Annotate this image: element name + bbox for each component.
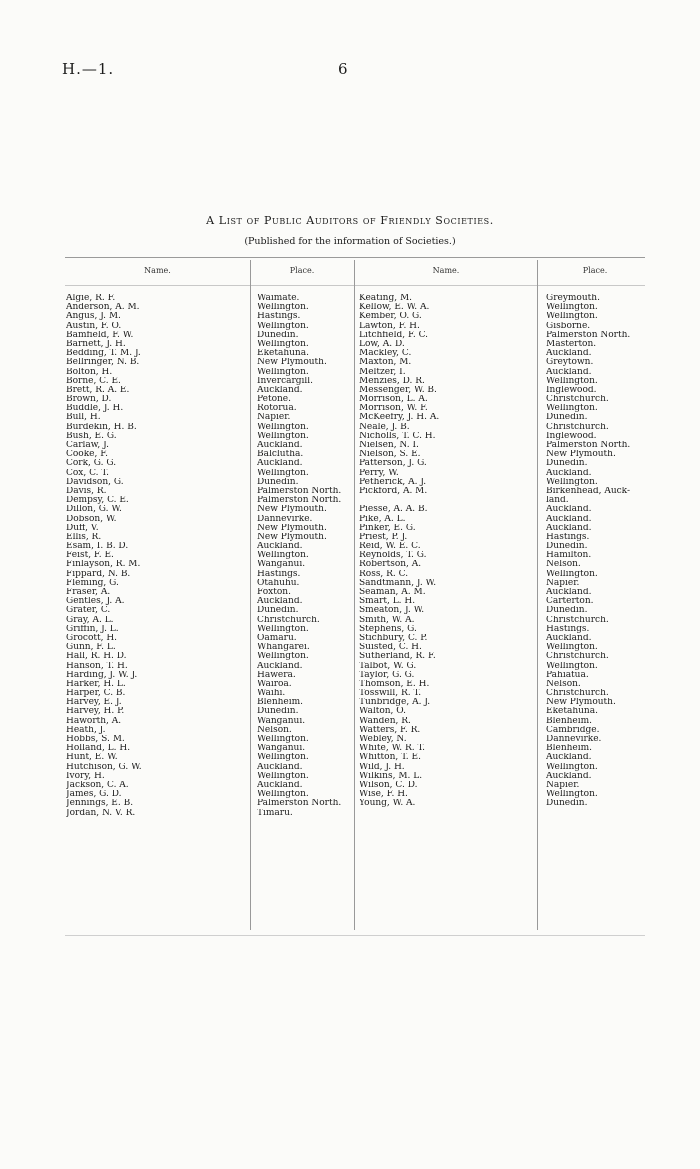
auditor-name: Sutherland, R. F. (359, 652, 436, 662)
auditor-name: Hunt, E. W. (66, 753, 118, 763)
auditor-place: Dunedin. (257, 606, 299, 616)
auditor-name: Harvey, H. P. (66, 707, 125, 717)
auditor-place: Waimate. (257, 294, 300, 303)
auditor-name: Kember, O. G. (359, 312, 422, 322)
auditor-name: Stephens, G. (359, 624, 417, 634)
auditor-name: White, W. R. T. (359, 744, 426, 754)
auditor-name: Gunn, F. L. (66, 643, 116, 653)
auditor-place: Pahiatua. (546, 670, 589, 680)
auditor-place: Christchurch. (546, 689, 609, 699)
auditor-place: Timaru. (257, 808, 293, 818)
auditor-place: Wellington. (257, 303, 309, 313)
auditor-place: Whangarei. (257, 643, 310, 653)
auditor-name: Bolton, H. (66, 367, 113, 377)
auditor-place: New Plymouth. (257, 358, 327, 368)
auditor-place: Dannevirke. (546, 735, 602, 744)
auditor-place: Auckland. (546, 367, 592, 377)
auditor-name: Angus, J. M. (66, 312, 121, 322)
auditor-place: Hastings. (257, 312, 301, 322)
right-places-column (546, 294, 658, 809)
auditor-place: Auckland. (546, 514, 592, 524)
auditor-name: Young, W. A. (359, 799, 416, 809)
auditor-name: Tunbridge, A. J. (359, 698, 431, 708)
auditor-name: Wanden, R. (359, 716, 411, 726)
auditor-place: Wellington. (546, 477, 598, 487)
auditor-name: Priest, P. J. (359, 532, 408, 542)
auditor-place: Wellington. (257, 468, 309, 478)
auditor-place: New Plymouth. (257, 523, 327, 533)
auditor-name: Buddle, J. H. (66, 404, 124, 414)
auditor-name: Watters, F. R. (359, 725, 421, 735)
auditor-name: Dobson, W. (66, 514, 117, 524)
auditor-name: Bellringer, N. B. (66, 358, 140, 368)
auditor-name: Mackley, C. (359, 349, 412, 359)
auditor-place: Dunedin. (546, 542, 588, 552)
document-reference: H.—1. (62, 60, 115, 78)
auditor-place: Foxton. (257, 588, 291, 597)
auditor-name: Davis, R. (66, 486, 107, 496)
auditor-place: Hastings. (546, 532, 590, 542)
auditor-place: Wellington. (546, 643, 598, 653)
auditor-name: Brown, D. (66, 395, 112, 405)
auditor-place: Auckland. (546, 505, 592, 515)
auditor-place: Napier. (546, 780, 580, 790)
auditor-name: Lawton, F. H. (359, 321, 420, 331)
auditor-place: Wellington. (257, 652, 309, 662)
auditor-place: Wellington. (546, 312, 598, 322)
auditor-place: Hastings. (546, 624, 590, 634)
auditor-place: Masterton. (546, 339, 597, 349)
auditor-name: Harvey, E. J. (66, 698, 122, 708)
auditor-place: Palmerston North. (257, 799, 342, 809)
auditor-place: land. (546, 496, 569, 506)
auditor-name: Smeaton, J. W. (359, 606, 425, 616)
auditor-place: Wellington. (257, 422, 309, 432)
auditor-name: James, G. D. (66, 790, 122, 800)
auditor-name: Holland, L. H. (66, 744, 131, 754)
auditor-place: Oamaru. (257, 633, 297, 643)
auditor-name: Grocott, H. (66, 633, 118, 643)
auditor-name: Bamfield, F. W. (66, 330, 134, 340)
left-places-column (257, 294, 357, 818)
auditor-name: Fraser, A. (66, 588, 111, 597)
auditor-place: Birkenhead, Auck- (546, 486, 631, 496)
auditor-name: Brett, R. A. E. (66, 385, 130, 395)
auditor-place: Wanganui. (257, 560, 306, 570)
auditor-place: Wanganui. (257, 744, 306, 754)
auditor-name: Talbot, W. G. (359, 661, 417, 671)
auditor-name: Fippard, N. B. (66, 569, 131, 579)
auditor-name: Litchfield, F. C. (359, 330, 428, 340)
auditor-name: Jordan, N. V. R. (66, 808, 136, 818)
auditor-name: Harker, H. L. (66, 679, 126, 689)
auditor-place: Christchurch. (546, 615, 609, 625)
left-names-column (66, 294, 251, 818)
auditor-name: Davidson, G. (66, 477, 124, 487)
auditor-name: Borne, C. E. (66, 376, 121, 386)
auditor-place: Otahuhu. (257, 578, 300, 588)
auditor-name: Dillon, G. W. (66, 505, 122, 515)
auditor-name: Algie, R. F. (66, 294, 116, 303)
auditor-name: Esam, I. B. D. (66, 542, 129, 552)
auditor-name: Morrison, L. A. (359, 395, 428, 405)
auditor-name: Pinker, E. G. (359, 523, 416, 533)
auditor-place: Wellington. (257, 790, 309, 800)
auditor-name: Walton, O. (359, 707, 406, 717)
auditor-place: Wellington. (257, 431, 309, 441)
auditor-place: Wellington. (546, 376, 598, 386)
auditor-place: Palmerston North. (546, 441, 631, 450)
auditor-place: New Plymouth. (546, 450, 616, 460)
bottom-rule (65, 935, 645, 936)
auditor-place: Auckland. (546, 349, 592, 359)
auditor-name: Hanson, T. H. (66, 661, 128, 671)
auditor-name: Wilson, C. D. (359, 780, 418, 790)
auditor-name: Reynolds, T. G. (359, 551, 427, 561)
column-divider-3 (537, 260, 538, 930)
auditor-place: Rotorua. (257, 404, 297, 414)
auditor-name: Nielsen, N. I. (359, 441, 419, 450)
auditor-name: Anderson, A. M. (66, 303, 140, 313)
auditor-place: Auckland. (257, 542, 303, 552)
auditor-name: Low, A. D. (359, 339, 405, 349)
auditor-place: Auckland. (257, 597, 303, 607)
auditor-place: Eketahuna. (257, 349, 309, 359)
auditor-place: Nelson. (546, 679, 581, 689)
auditor-name: Barnett, J. H. (66, 339, 126, 349)
auditor-place: Christchurch. (546, 422, 609, 432)
auditor-place: Auckland. (546, 588, 592, 597)
auditor-name: Nicholls, T. C. H. (359, 431, 436, 441)
auditor-name: Cox, C. T. (66, 468, 109, 478)
auditor-place: Cambridge. (546, 725, 600, 735)
auditor-place: Dunedin. (257, 477, 299, 487)
auditor-name: Bedding, T. M. J. (66, 349, 141, 359)
auditor-name: Ellis, R. (66, 532, 102, 542)
auditor-name: Morrison, W. F. (359, 404, 428, 414)
list-title: A List of Public Auditors of Friendly Societies. (206, 214, 494, 227)
auditor-place: Inglewood. (546, 431, 597, 441)
auditor-name: Sandtmann, J. W. (359, 578, 437, 588)
auditor-place: Eketahuna. (546, 707, 598, 717)
auditor-name: Haworth, A. (66, 716, 122, 726)
auditor-place: Auckland. (257, 661, 303, 671)
auditor-name: McKeefry, J. H. A. (359, 413, 440, 423)
auditor-name: Wise, F. H. (359, 790, 408, 800)
auditor-name: Neale, J. B. (359, 422, 410, 432)
auditor-place: Dunedin. (546, 606, 588, 616)
auditor-name: Pickford, A. M. (359, 486, 428, 496)
auditor-name: Duff, V. (66, 523, 99, 533)
auditor-place: Wellington. (546, 404, 598, 414)
auditor-name: Maxton, M. (359, 358, 412, 368)
auditor-place: Wellington. (546, 569, 598, 579)
auditor-name: Reid, W. E. C. (359, 542, 421, 552)
header-rule (65, 285, 645, 286)
auditor-name: Taylor, G. G. (359, 670, 415, 680)
auditor-place: Auckland. (546, 468, 592, 478)
auditor-place: Napier. (257, 413, 291, 423)
auditor-name: Pike, A. L. (359, 514, 406, 524)
auditor-place: Wellington. (257, 367, 309, 377)
auditor-place: Greymouth. (546, 294, 600, 303)
auditor-place: Auckland. (257, 459, 303, 469)
auditor-name: Hall, R. H. D. (66, 652, 127, 662)
auditor-place: Christchurch. (257, 615, 320, 625)
auditor-name: Nielson, S. E. (359, 450, 421, 460)
auditor-place: Dunedin. (257, 330, 299, 340)
auditor-place: Wellington. (257, 735, 309, 744)
auditor-place: Inglewood. (546, 385, 597, 395)
auditor-name: Smart, L. H. (359, 597, 416, 607)
auditor-name: Perry, W. (359, 468, 399, 478)
auditor-name: Wild, J. H. (359, 762, 405, 772)
auditor-name: Harding, J. W. J. (66, 670, 138, 680)
auditor-name: Meltzer, I. (359, 367, 406, 377)
right-name-header: Name. (432, 266, 460, 275)
auditor-place: Napier. (546, 578, 580, 588)
auditor-place: Wellington. (546, 661, 598, 671)
auditor-place: Dunedin. (546, 413, 588, 423)
auditor-place: Blenheim. (546, 744, 593, 754)
auditor-place: Dunedin. (257, 707, 299, 717)
auditor-place: Wellington. (546, 303, 598, 313)
auditor-place: Wellington. (546, 790, 598, 800)
auditor-name: Seaman, A. M. (359, 588, 426, 597)
auditor-place: Auckland. (546, 633, 592, 643)
auditor-place: Wellington. (257, 551, 309, 561)
auditor-name: Bush, E. G. (66, 431, 117, 441)
auditor-place: Carterton. (546, 597, 594, 607)
auditor-name: Kellow, E. W. A. (359, 303, 430, 313)
auditor-place: Invercargill. (257, 376, 314, 386)
auditor-name (359, 496, 535, 505)
auditor-place: New Plymouth. (546, 698, 616, 708)
auditor-name: Jackson, C. A. (66, 780, 129, 790)
auditor-name: Ross, R. C. (359, 569, 409, 579)
auditor-name: Jennings, E. B. (66, 799, 134, 809)
auditor-place: Greytown. (546, 358, 594, 368)
auditor-place: Auckland. (546, 523, 592, 533)
auditor-name: Dempsy, C. E. (66, 496, 129, 506)
left-place-header: Place. (289, 266, 315, 275)
page-number: 6 (338, 60, 348, 78)
auditor-name: Messenger, W. B. (359, 385, 437, 395)
auditor-place: Nelson. (546, 560, 581, 570)
auditor-place: Wellington. (257, 753, 309, 763)
auditor-name: Patterson, J. G. (359, 459, 427, 469)
top-rule (65, 257, 645, 258)
auditor-place: Waihi. (257, 689, 286, 699)
auditor-place: Wellington. (257, 771, 309, 781)
auditor-name: Harper, C. B. (66, 689, 126, 699)
auditor-name: Stichbury, C. P. (359, 633, 428, 643)
auditor-name: Webley, N. (359, 735, 407, 744)
auditor-name: Robertson, A. (359, 560, 422, 570)
auditor-name: Hobbs, S. M. (66, 735, 125, 744)
auditor-place: New Plymouth. (257, 532, 327, 542)
auditor-name: Gentles, J. A. (66, 597, 125, 607)
auditor-name: Thomson, E. H. (359, 679, 430, 689)
auditor-place: New Plymouth. (257, 505, 327, 515)
auditor-name: Carlaw, J. (66, 441, 109, 450)
auditor-name: Feist, F. E. (66, 551, 114, 561)
auditor-place: Auckland. (257, 441, 303, 450)
auditor-name: Cork, G. G. (66, 459, 117, 469)
auditor-name: Piesse, A. A. B. (359, 505, 428, 515)
auditor-place: Blenheim. (257, 698, 304, 708)
auditor-place: Blenheim. (546, 716, 593, 726)
auditor-place: Balclutha. (257, 450, 304, 460)
auditor-name: Menzies, D. R. (359, 376, 425, 386)
auditor-place: Wanganui. (257, 716, 306, 726)
auditor-name: Whitton, T. E. (359, 753, 421, 763)
right-place-header: Place. (582, 266, 608, 275)
page-header (50, 60, 650, 80)
auditor-place: Auckland. (257, 762, 303, 772)
auditor-place: Wellington. (257, 321, 309, 331)
auditor-place: Nelson. (257, 725, 292, 735)
auditor-place: Dannevirke. (257, 514, 313, 524)
auditor-name: Fleming, G. (66, 578, 119, 588)
left-name-header: Name. (144, 266, 171, 275)
auditor-place: Auckland. (257, 780, 303, 790)
auditor-name: Finlayson, R. M. (66, 560, 141, 570)
auditor-place: Wairoa. (257, 679, 292, 689)
auditor-place: Wellington. (546, 762, 598, 772)
auditor-place: Auckland. (546, 753, 592, 763)
auditor-name: Suisted, C. H. (359, 643, 422, 653)
auditor-place: Palmerston North. (257, 496, 342, 506)
auditor-place: Palmerston North. (546, 330, 631, 340)
auditor-name: Griffin, J. L. (66, 624, 119, 634)
list-subtitle: (Published for the information of Societies.) (244, 236, 456, 247)
auditor-name: Keating, M. (359, 294, 413, 303)
auditor-name: Ivory, H. (66, 771, 105, 781)
auditor-name: Bull, H. (66, 413, 101, 423)
auditor-place: Hastings. (257, 569, 301, 579)
auditor-place: Christchurch. (546, 652, 609, 662)
auditor-place: Auckland. (546, 771, 592, 781)
auditor-place: Auckland. (257, 385, 303, 395)
auditor-name: Hutchison, G. W. (66, 762, 142, 772)
right-names-column (359, 294, 535, 809)
auditor-place: Christchurch. (546, 395, 609, 405)
auditor-name: Petherick, A. J. (359, 477, 427, 487)
auditor-name: Grater, C. (66, 606, 111, 616)
auditor-place: Wellington. (257, 339, 309, 349)
auditor-name: Austin, F. O. (66, 321, 122, 331)
auditor-place: Palmerston North. (257, 486, 342, 496)
auditor-place: Petone. (257, 395, 291, 405)
auditor-place: Hamilton. (546, 551, 592, 561)
auditor-place: Gisborne. (546, 321, 591, 331)
auditor-place: Wellington. (257, 624, 309, 634)
auditor-name: Wilkins, M. L. (359, 771, 423, 781)
auditor-place: Dunedin. (546, 459, 588, 469)
auditor-name: Tosswill, R. T. (359, 689, 422, 699)
auditor-name: Gray, A. L. (66, 615, 114, 625)
auditor-name: Smith, W. A. (359, 615, 415, 625)
auditor-place: Hawera. (257, 670, 296, 680)
auditor-name: Burdekin, H. B. (66, 422, 137, 432)
auditor-name: Cooke, F. (66, 450, 108, 460)
auditor-name: Heath, J. (66, 725, 106, 735)
auditor-place: Dunedin. (546, 799, 588, 809)
